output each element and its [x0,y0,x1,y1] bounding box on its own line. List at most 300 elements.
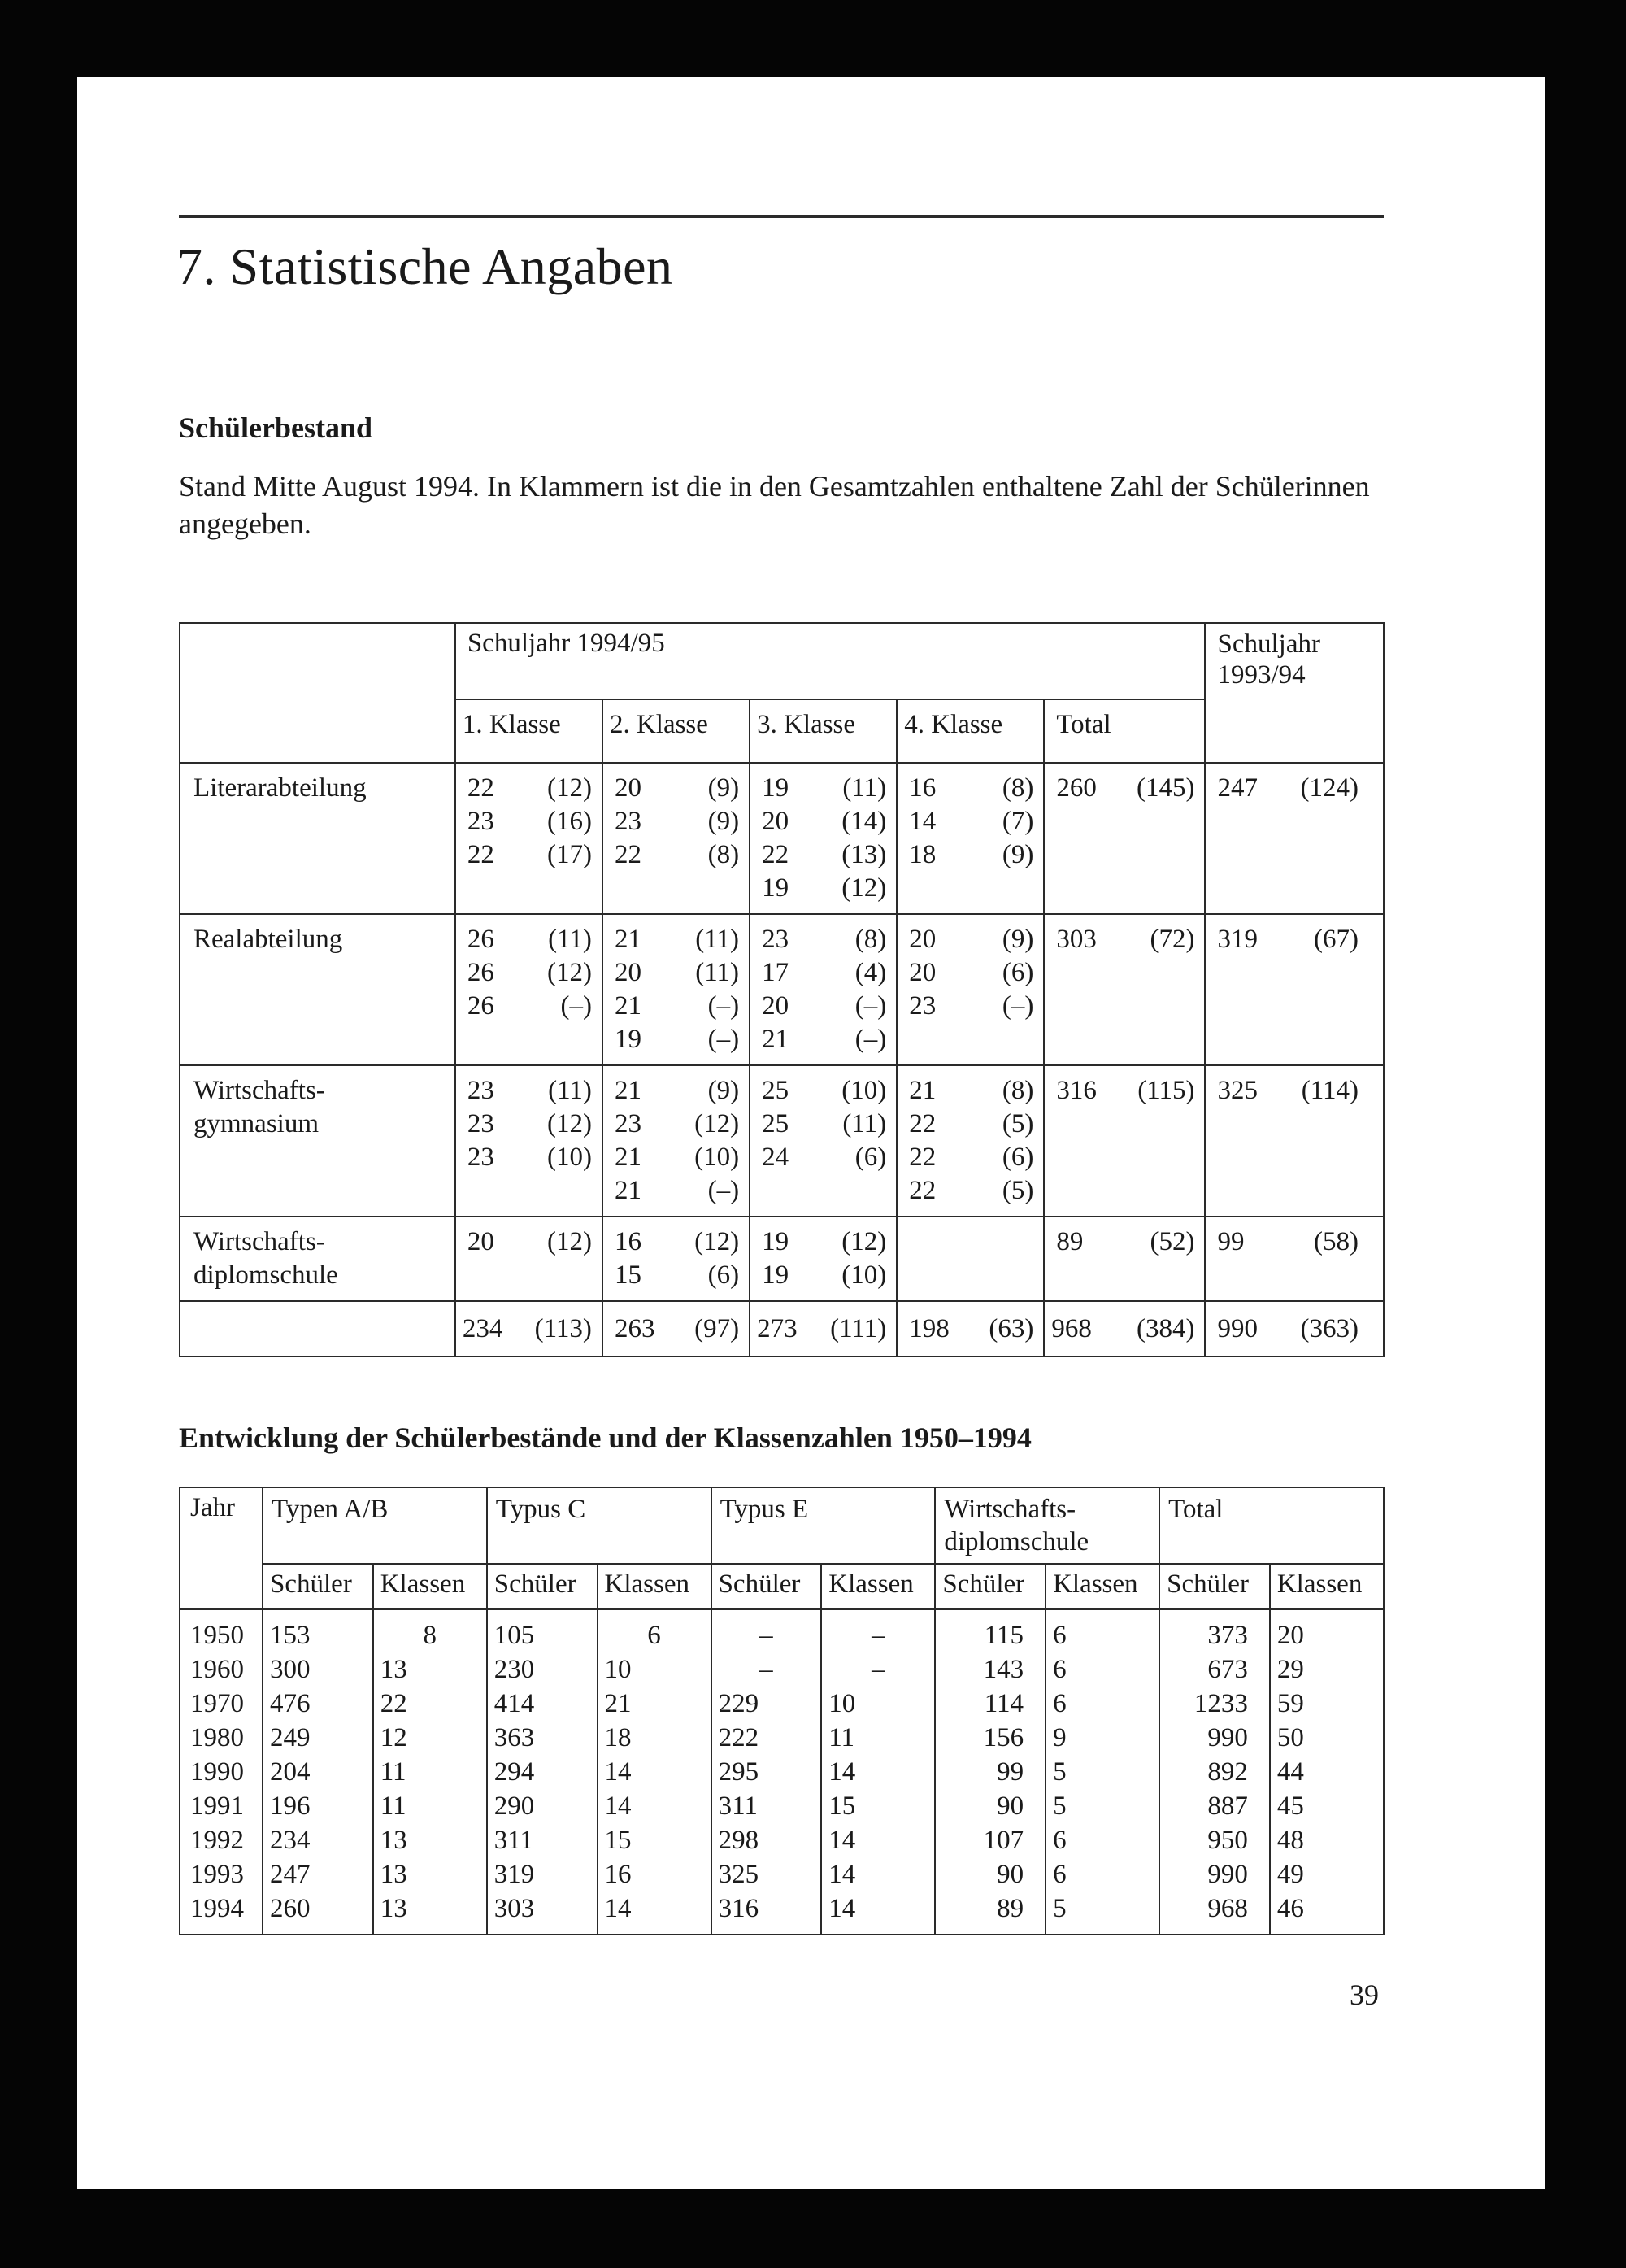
col-klassen: Klassen [598,1564,711,1609]
count: 247 [1217,773,1258,803]
value-cell: 29 [1270,1652,1384,1687]
value-cell: 6 [598,1609,711,1652]
prev-cell [1205,914,1384,1065]
count: 20 [909,958,937,987]
value-cell: 89 [935,1891,1046,1935]
count: 21 [614,925,641,954]
value-cell: 294 [487,1755,598,1789]
class-cell-k4 [897,914,1044,1065]
count: 19 [762,1260,789,1290]
female-count: (63) [989,1313,1034,1343]
prev-cell [1205,1065,1384,1217]
female-count: (6) [1002,958,1034,987]
section-title-entwicklung: Entwicklung der Schülerbestände und der Klassenzahlen 1950–1994 [179,1421,1032,1454]
value-cell: 950 [1159,1823,1270,1857]
value-cell: 14 [598,1891,711,1935]
value-cell: 11 [373,1755,487,1789]
class-cell-k1 [455,1065,602,1217]
count: 14 [909,807,937,836]
class-value [898,1108,1043,1141]
count: 22 [909,1176,937,1205]
value-cell: 13 [373,1823,487,1857]
class-value [750,1141,896,1174]
female-count: (9) [707,773,740,803]
female-count: (11) [548,925,592,954]
female-count: (10) [694,1143,740,1172]
total-value [1045,1066,1204,1108]
value-cell: 5 [1046,1789,1159,1823]
sum-value [750,1312,896,1346]
count: 26 [467,958,494,987]
year-cell: 1990 [180,1755,263,1789]
female-count: (10) [546,1143,592,1172]
count: 16 [909,773,937,803]
value-cell: 20 [1270,1609,1384,1652]
class-value [456,772,602,805]
total-value [1045,1217,1204,1259]
group-typen-ab: Typen A/B [263,1487,487,1564]
class-value [898,1141,1043,1174]
count: 21 [614,1076,641,1105]
count: 26 [467,991,494,1021]
value-cell: 105 [487,1609,598,1652]
value-cell: 9 [1046,1721,1159,1755]
sum-row [180,1301,1384,1356]
year-cell: 1993 [180,1857,263,1891]
class-value [750,772,896,805]
female-count: (14) [841,807,887,836]
count: 234 [462,1313,503,1343]
female-count: (–) [560,991,592,1021]
female-count: (12) [841,1227,887,1256]
sum-value [898,1312,1043,1346]
class-cell-k1 [455,1217,602,1301]
value-cell: 107 [935,1823,1046,1857]
class-value [456,923,602,956]
col-schueler: Schüler [935,1564,1046,1609]
female-count: (113) [534,1313,592,1343]
col-klassen: Klassen [821,1564,935,1609]
count: 263 [614,1313,655,1343]
value-cell: 16 [598,1857,711,1891]
female-count: (8) [1002,773,1034,803]
value-cell: 18 [598,1721,711,1755]
sum-prev [1205,1301,1384,1356]
value-cell: 21 [598,1687,711,1721]
class-value [750,838,896,872]
count: 198 [909,1313,950,1343]
class-cell-k1 [455,763,602,914]
female-count: (6) [854,1143,887,1172]
female-count: (5) [1002,1176,1034,1205]
value-cell: 48 [1270,1823,1384,1857]
prev-value [1206,1217,1383,1259]
class-cell-k4 [897,1217,1044,1301]
col-klasse-2: 2. Klasse [602,699,750,763]
section-title-schuelerbestand: Schülerbestand [179,411,373,444]
value-cell: 290 [487,1789,598,1823]
female-count: (124) [1300,773,1359,803]
empty-corner-cell [180,623,455,763]
count: 20 [762,991,789,1021]
value-cell: 11 [373,1789,487,1823]
count: 18 [909,840,937,869]
value-cell: 6 [1046,1652,1159,1687]
group-wirtschaftsdiplomschule [935,1487,1159,1564]
count: 21 [762,1025,789,1054]
class-value [750,872,896,905]
value-cell: 316 [711,1891,822,1935]
class-value [456,805,602,838]
female-count: (11) [842,1109,887,1138]
group-typus-e: Typus E [711,1487,936,1564]
table-row [180,1823,1384,1857]
count: 319 [1217,925,1258,954]
value-cell: 303 [487,1891,598,1935]
year-cell: 1960 [180,1652,263,1687]
count: 21 [909,1076,937,1105]
female-count: (67) [1314,925,1359,954]
count: 968 [1051,1313,1092,1343]
value-cell: 14 [821,1891,935,1935]
row-label: Wirtschafts- diplomschule [180,1217,455,1301]
count: 303 [1056,925,1097,954]
female-count: (–) [854,1025,887,1054]
table-row [180,763,1384,914]
header-schuljahr-1994-95: Schuljahr 1994/95 [455,623,1206,699]
class-value [603,990,749,1023]
class-value [750,1023,896,1056]
value-cell: 143 [935,1652,1046,1687]
class-value [603,838,749,872]
value-cell: 14 [598,1789,711,1823]
value-cell: – [821,1652,935,1687]
value-cell: 5 [1046,1755,1159,1789]
sum-value [1206,1312,1383,1346]
prev-value [1206,764,1383,805]
female-count: (10) [841,1260,887,1290]
value-cell: 90 [935,1789,1046,1823]
col-klasse-1: 1. Klasse [455,699,602,763]
sum-value [456,1312,602,1346]
class-value [603,1174,749,1208]
value-cell: – [821,1609,935,1652]
class-cell-k3 [750,1217,897,1301]
value-cell: 476 [263,1687,373,1721]
female-count: (–) [707,1025,740,1054]
sum-label-empty [180,1301,455,1356]
class-cell-k3 [750,763,897,914]
sum-k3 [750,1301,897,1356]
class-value [603,772,749,805]
total-cell [1044,1065,1205,1217]
female-count: (58) [1314,1227,1359,1256]
female-count: (4) [854,958,887,987]
female-count: (114) [1301,1076,1359,1105]
class-value [750,1225,896,1259]
value-cell: – [711,1609,822,1652]
col-klassen: Klassen [1046,1564,1159,1609]
count: 316 [1056,1076,1097,1105]
schuelerbestand-table [179,622,1385,1357]
value-cell: 13 [373,1891,487,1935]
class-cell-k2 [602,914,750,1065]
sum-value [603,1312,749,1346]
value-cell: 14 [821,1823,935,1857]
female-count: (384) [1137,1313,1195,1343]
top-rule [179,215,1384,218]
prev-value [1206,1066,1383,1108]
class-value [603,805,749,838]
female-count: (–) [854,991,887,1021]
female-count: (145) [1137,773,1195,803]
value-cell: 49 [1270,1857,1384,1891]
female-count: (–) [1002,991,1034,1021]
class-value [603,1023,749,1056]
value-cell: 6 [1046,1609,1159,1652]
value-cell: 114 [935,1687,1046,1721]
count: 22 [614,840,641,869]
table-row [180,1687,1384,1721]
count: 23 [614,807,641,836]
col-total: Total [1044,699,1205,763]
col-klassen: Klassen [1270,1564,1384,1609]
female-count: (7) [1002,807,1034,836]
entwicklung-table [179,1487,1385,1935]
class-cell-k2 [602,1217,750,1301]
female-count: (12) [694,1109,740,1138]
class-cell-k3 [750,1065,897,1217]
count: 273 [757,1313,798,1343]
col-klasse-3: 3. Klasse [750,699,897,763]
class-cell-k2 [602,763,750,914]
class-value [603,1141,749,1174]
value-cell: 12 [373,1721,487,1755]
count: 19 [614,1025,641,1054]
class-value [750,1259,896,1292]
count: 23 [467,1143,494,1172]
count: 19 [762,1227,789,1256]
female-count: (–) [707,1176,740,1205]
value-cell: 5 [1046,1891,1159,1935]
female-count: (9) [1002,925,1034,954]
female-count: (8) [854,925,887,954]
value-cell: 298 [711,1823,822,1857]
female-count: (9) [707,1076,740,1105]
count: 25 [762,1076,789,1105]
year-cell: 1991 [180,1789,263,1823]
class-value [456,1108,602,1141]
value-cell: 6 [1046,1857,1159,1891]
count: 22 [909,1143,937,1172]
value-cell: 249 [263,1721,373,1755]
table-row [180,1857,1384,1891]
class-value [603,923,749,956]
count: 23 [909,991,937,1021]
female-count: (17) [546,840,592,869]
value-cell: 15 [598,1823,711,1857]
value-cell: 990 [1159,1721,1270,1755]
group-wds-text: Wirtschafts- diplomschule [944,1495,1089,1556]
value-cell: 968 [1159,1891,1270,1935]
table-row [180,1217,1384,1301]
count: 21 [614,1176,641,1205]
value-cell: 99 [935,1755,1046,1789]
count: 20 [762,807,789,836]
class-value [750,923,896,956]
count: 24 [762,1143,789,1172]
count: 21 [614,991,641,1021]
table-row [180,1755,1384,1789]
class-cell-k1 [455,914,602,1065]
value-cell: 46 [1270,1891,1384,1935]
female-count: (52) [1150,1227,1195,1256]
col-schueler: Schüler [1159,1564,1270,1609]
female-count: (11) [695,958,740,987]
value-cell: 156 [935,1721,1046,1755]
class-value [898,772,1043,805]
class-value [898,990,1043,1023]
sum-k2 [602,1301,750,1356]
count: 22 [467,840,494,869]
class-value [898,1074,1043,1108]
year-cell: 1970 [180,1687,263,1721]
class-cell-k2 [602,1065,750,1217]
female-count: (11) [842,773,887,803]
class-value [603,1108,749,1141]
row-label: Literarabteilung [180,763,455,914]
table-row [180,1609,1384,1652]
female-count: (12) [546,1109,592,1138]
count: 22 [762,840,789,869]
class-value [898,923,1043,956]
value-cell: 234 [263,1823,373,1857]
value-cell: 260 [263,1891,373,1935]
header-schuljahr-1993-94 [1205,623,1384,763]
count: 19 [762,773,789,803]
value-cell: 59 [1270,1687,1384,1721]
table-row [180,914,1384,1065]
value-cell: 300 [263,1652,373,1687]
page-number: 39 [1350,1979,1379,2011]
col-schueler: Schüler [487,1564,598,1609]
table-row [180,1065,1384,1217]
class-value [603,956,749,990]
table-row [180,1721,1384,1755]
total-value [1045,764,1204,805]
count: 23 [614,1109,641,1138]
value-cell: 196 [263,1789,373,1823]
value-cell: 1233 [1159,1687,1270,1721]
col-klasse-4: 4. Klasse [897,699,1044,763]
value-cell: 22 [373,1687,487,1721]
value-cell: 15 [821,1789,935,1823]
count: 23 [467,807,494,836]
female-count: (8) [707,840,740,869]
value-cell: 8 [373,1609,487,1652]
class-value [456,838,602,872]
value-cell: 14 [821,1857,935,1891]
total-cell [1044,763,1205,914]
count: 26 [467,925,494,954]
female-count: (6) [707,1260,740,1290]
value-cell: 50 [1270,1721,1384,1755]
value-cell: 673 [1159,1652,1270,1687]
sum-value [1045,1312,1204,1346]
value-cell: 247 [263,1857,373,1891]
female-count: (12) [546,958,592,987]
value-cell: 363 [487,1721,598,1755]
female-count: (111) [830,1313,887,1343]
chapter-title: 7. Statistische Angaben [176,237,673,295]
count: 21 [614,1143,641,1172]
value-cell: 13 [373,1857,487,1891]
female-count: (115) [1137,1076,1195,1105]
class-cell-k4 [897,763,1044,914]
female-count: (8) [1002,1076,1034,1105]
value-cell: 319 [487,1857,598,1891]
count: 990 [1217,1313,1258,1343]
female-count: (16) [546,807,592,836]
count: 16 [614,1227,641,1256]
value-cell: 115 [935,1609,1046,1652]
class-value [456,1141,602,1174]
count: 20 [467,1227,494,1256]
female-count: (9) [1002,840,1034,869]
year-cell: 1992 [180,1823,263,1857]
class-value [898,838,1043,872]
count: 15 [614,1260,641,1290]
total-cell [1044,1217,1205,1301]
year-cell: 1980 [180,1721,263,1755]
col-klassen: Klassen [373,1564,487,1609]
value-cell: 325 [711,1857,822,1891]
value-cell: 14 [598,1755,711,1789]
value-cell: 892 [1159,1755,1270,1789]
row-label: Realabteilung [180,914,455,1065]
female-count: (12) [841,873,887,903]
value-cell: 90 [935,1857,1046,1891]
header-prev-text: Schuljahr 1993/94 [1217,629,1320,690]
count: 25 [762,1109,789,1138]
female-count: (13) [841,840,887,869]
class-value [456,1225,602,1259]
count: 23 [762,925,789,954]
class-value [750,805,896,838]
value-cell: 10 [598,1652,711,1687]
value-cell: 153 [263,1609,373,1652]
female-count: (5) [1002,1109,1034,1138]
female-count: (11) [695,925,740,954]
class-value [603,1074,749,1108]
col-schueler: Schüler [263,1564,373,1609]
female-count: (12) [546,773,592,803]
count: 20 [909,925,937,954]
female-count: (363) [1300,1313,1359,1343]
value-cell: 14 [821,1755,935,1789]
col-jahr: Jahr [180,1487,263,1609]
class-value [898,956,1043,990]
prev-value [1206,915,1383,956]
count: 20 [614,773,641,803]
class-value [898,1174,1043,1208]
count: 260 [1056,773,1097,803]
intro-paragraph: Stand Mitte August 1994. In Klammern ist die in den Gesamtzahlen enthaltene Zahl der Schülerinnen angegeben. [179,470,1370,540]
value-cell: 45 [1270,1789,1384,1823]
sum-k1 [455,1301,602,1356]
class-value [603,1225,749,1259]
count: 22 [467,773,494,803]
